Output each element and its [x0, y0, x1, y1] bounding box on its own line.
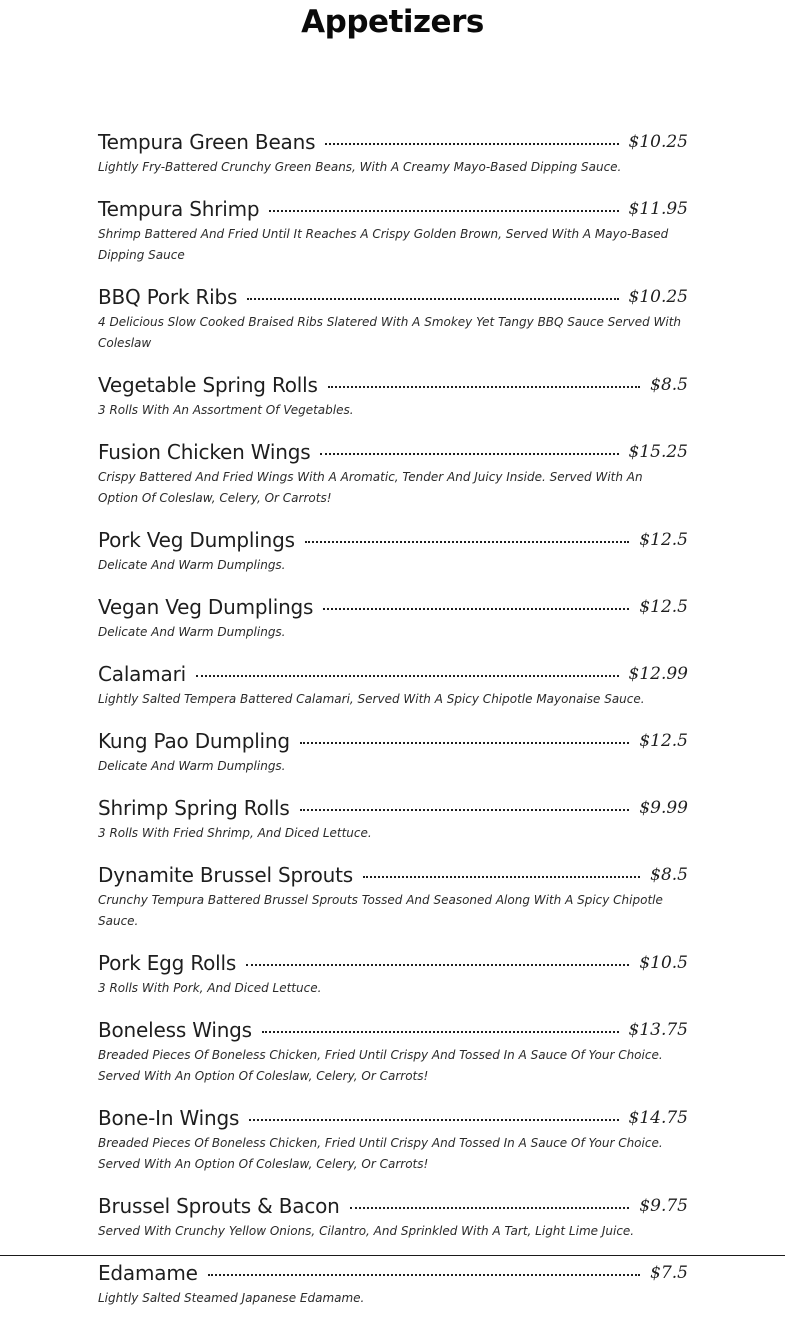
menu-item-price: $12.99 — [628, 664, 688, 684]
menu-item — [98, 195, 688, 266]
dotted-leader — [269, 210, 618, 212]
menu-item-header — [98, 128, 688, 157]
menu-item-name: Calamari — [98, 662, 186, 686]
menu-item-price: $10.5 — [639, 953, 688, 973]
menu-item-name: Boneless Wings — [98, 1018, 252, 1042]
menu-item — [98, 1016, 688, 1087]
menu-item-name: Vegetable Spring Rolls — [98, 373, 318, 397]
menu-item — [98, 128, 688, 178]
menu-item-description: 3 Rolls With Fried Shrimp, And Diced Lettuce. — [98, 826, 372, 840]
menu-item-price: $7.5 — [650, 1263, 688, 1283]
menu-item-description: Lightly Salted Tempera Battered Calamari, Served With A Spicy Chipotle Mayonaise Sauce. — [98, 692, 645, 706]
menu-item-header — [98, 727, 688, 756]
menu-item — [98, 526, 688, 576]
page-title: Appetizers — [301, 4, 484, 40]
menu-item — [98, 371, 688, 421]
dotted-leader — [262, 1031, 619, 1033]
bottom-divider — [0, 1255, 785, 1256]
menu-item — [98, 1192, 688, 1242]
menu-item-description: Crunchy Tempura Battered Brussel Sprouts Tossed And Seasoned Along With A Spicy Chipotle Sauce. — [98, 893, 663, 928]
menu-item-description: 3 Rolls With Pork, And Diced Lettuce. — [98, 981, 322, 995]
menu-item-header — [98, 660, 688, 689]
menu-item-price: $9.75 — [639, 1196, 688, 1216]
menu-item-price: $8.5 — [650, 865, 688, 885]
menu-item-name: Brussel Sprouts & Bacon — [98, 1194, 340, 1218]
dotted-leader — [325, 143, 618, 145]
menu-item-description: 3 Rolls With An Assortment Of Vegetables. — [98, 403, 354, 417]
menu-item-description: 4 Delicious Slow Cooked Braised Ribs Slatered With A Smokey Yet Tangy BBQ Sauce Served With Coleslaw — [98, 315, 682, 350]
menu-item-description: Delicate And Warm Dumplings. — [98, 759, 286, 773]
menu-item-price: $12.5 — [639, 530, 688, 550]
dotted-leader — [363, 876, 640, 878]
menu-item-name: Bone-In Wings — [98, 1106, 240, 1130]
dotted-leader — [300, 742, 629, 744]
menu-item — [98, 438, 688, 509]
menu-item-name: Tempura Shrimp — [98, 197, 260, 221]
dotted-leader — [246, 964, 629, 966]
dotted-leader — [305, 541, 630, 543]
menu-item-header — [98, 861, 688, 890]
menu-item — [98, 283, 688, 354]
menu-item-header — [98, 1259, 688, 1288]
menu-item-description: Breaded Pieces Of Boneless Chicken, Fried Until Crispy And Tossed In A Sauce Of Your Choice. Served With An Option Of Coleslaw, Celery, Or Carrots! — [98, 1136, 663, 1171]
menu-item — [98, 1104, 688, 1175]
menu-item-name: BBQ Pork Ribs — [98, 285, 238, 309]
menu-item-price: $12.5 — [639, 731, 688, 751]
menu-item — [98, 949, 688, 999]
menu-item-price: $14.75 — [628, 1108, 688, 1128]
menu-item — [98, 794, 688, 844]
menu-item — [98, 861, 688, 932]
dotted-leader — [247, 298, 618, 300]
menu-item-price: $15.25 — [628, 442, 688, 462]
dotted-leader — [208, 1274, 640, 1276]
dotted-leader — [196, 675, 619, 677]
menu-item-price: $10.25 — [628, 132, 688, 152]
menu-item-price: $11.95 — [628, 199, 688, 219]
menu-item-name: Kung Pao Dumpling — [98, 729, 290, 753]
menu-item-name: Vegan Veg Dumplings — [98, 595, 314, 619]
menu-item-description: Delicate And Warm Dumplings. — [98, 625, 286, 639]
menu-item-description: Delicate And Warm Dumplings. — [98, 558, 286, 572]
menu-item-header — [98, 1104, 688, 1133]
menu-item-header — [98, 195, 688, 224]
menu-item-name: Tempura Green Beans — [98, 130, 316, 154]
menu-item-header — [98, 949, 688, 978]
menu-item-price: $12.5 — [639, 597, 688, 617]
dotted-leader — [300, 809, 630, 811]
menu-item-description: Crispy Battered And Fried Wings With A Aromatic, Tender And Juicy Inside. Served With An Option Of Coleslaw, Celery, Or Carrots! — [98, 470, 643, 505]
menu-item-header — [98, 1192, 688, 1221]
menu-item-description: Shrimp Battered And Fried Until It Reaches A Crispy Golden Brown, Served With A Mayo-Based Dipping Sauce — [98, 227, 669, 262]
menu-item-price: $13.75 — [628, 1020, 688, 1040]
menu-item-name: Edamame — [98, 1261, 198, 1285]
menu-item-header — [98, 526, 688, 555]
menu-item-price: $10.25 — [628, 287, 688, 307]
menu-item-header — [98, 794, 688, 823]
menu-item-description: Lightly Salted Steamed Japanese Edamame. — [98, 1291, 365, 1305]
dotted-leader — [320, 453, 618, 455]
menu-item-description: Lightly Fry-Battered Crunchy Green Beans, With A Creamy Mayo-Based Dipping Sauce. — [98, 160, 622, 174]
menu-item-description: Served With Crunchy Yellow Onions, Cilantro, And Sprinkled With A Tart, Light Lime Juice. — [98, 1224, 635, 1238]
dotted-leader — [249, 1119, 618, 1121]
menu-item-name: Shrimp Spring Rolls — [98, 796, 290, 820]
dotted-leader — [350, 1207, 630, 1209]
menu-item-price: $9.99 — [639, 798, 688, 818]
menu-item-header — [98, 593, 688, 622]
menu-item-header — [98, 438, 688, 467]
dotted-leader — [328, 386, 640, 388]
menu-item-name: Fusion Chicken Wings — [98, 440, 311, 464]
menu-item-price: $8.5 — [650, 375, 688, 395]
menu-item — [98, 727, 688, 777]
menu-item-description: Breaded Pieces Of Boneless Chicken, Fried Until Crispy And Tossed In A Sauce Of Your Choice. Served With An Option Of Coleslaw, Celery, Or Carrots! — [98, 1048, 663, 1083]
menu-item — [98, 593, 688, 643]
menu-item-name: Pork Egg Rolls — [98, 951, 237, 975]
menu-item — [98, 1259, 688, 1309]
dotted-leader — [323, 608, 629, 610]
menu-item-header — [98, 371, 688, 400]
menu-item-header — [98, 283, 688, 312]
menu-item-header — [98, 1016, 688, 1045]
menu-item-name: Pork Veg Dumplings — [98, 528, 295, 552]
menu-item-name: Dynamite Brussel Sprouts — [98, 863, 353, 887]
menu-item — [98, 660, 688, 710]
menu-list — [98, 128, 688, 1326]
